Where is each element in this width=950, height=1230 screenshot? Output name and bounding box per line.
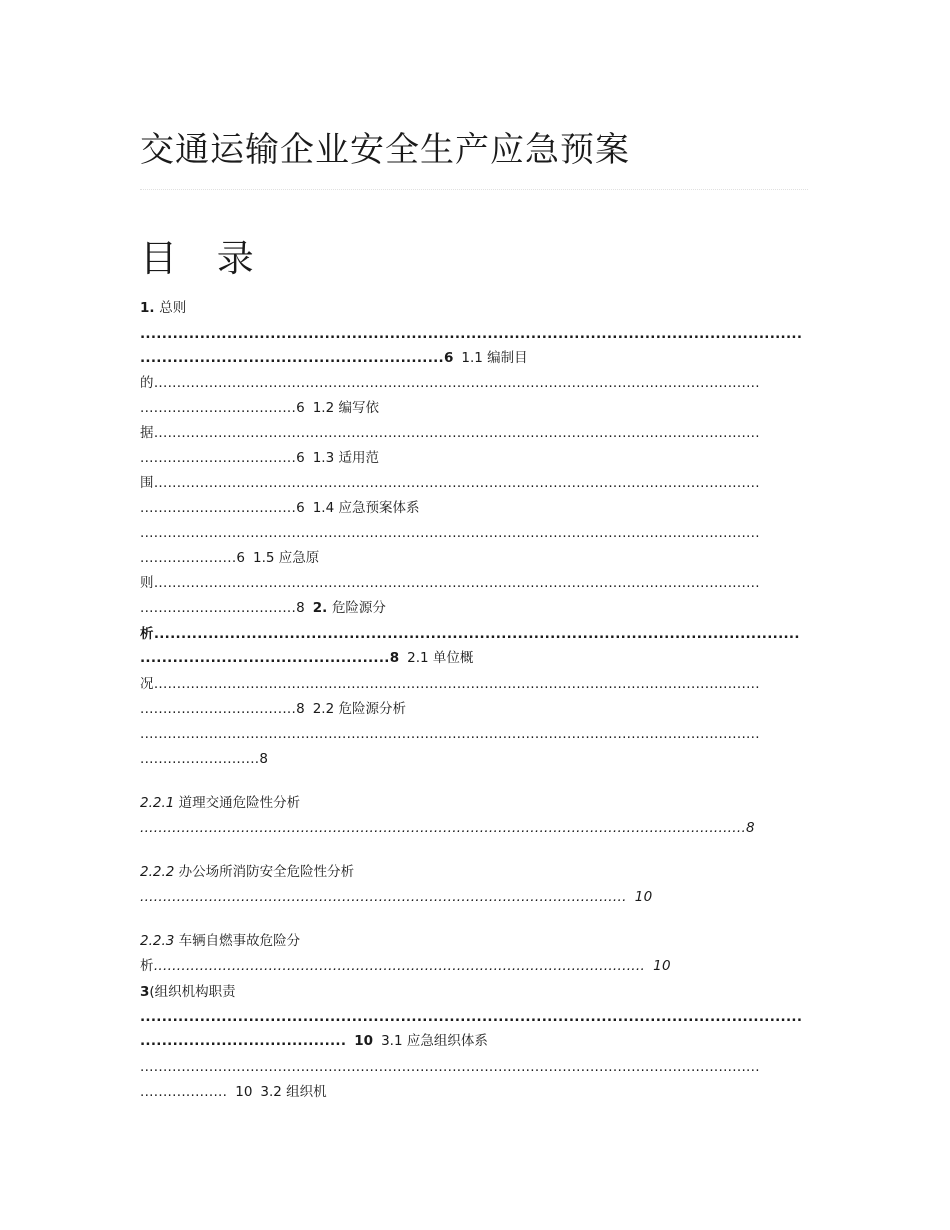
toc-entry-1-4[interactable]: 1.4 应急预案体系 — [312, 500, 420, 516]
toc-entry-1-2[interactable]: 1.2 编写依 — [312, 400, 379, 416]
toc-entry-1-3[interactable]: 1.3 适用范 — [312, 450, 379, 466]
toc-entry-1-2-leader: 据.................................................................................................................................... — [140, 425, 760, 441]
document-title: 交通运输企业安全生产应急预案 — [140, 130, 630, 170]
toc-entry-3-2[interactable]: 3.2 组织机 — [260, 1084, 327, 1100]
toc-entry-1-page-line: ........................................................6 1.1 编制目 — [140, 350, 528, 366]
toc-entry-3-1-page-line: ................... 10 3.2 组织机 — [140, 1084, 327, 1100]
toc-entry-number: 2. — [312, 600, 332, 616]
toc-entry-1-4-leader: ....................................................................................................................................... — [140, 525, 760, 541]
toc-entry-2-2-1[interactable] — [140, 792, 810, 814]
toc-entry-2-2-2-leader: .......................................................................................................... 10 — [140, 889, 653, 905]
toc-page-number: 10 — [235, 1084, 253, 1100]
toc-entry-2-page-line: ..............................................8 2.1 单位概 — [140, 650, 474, 666]
toc-heading: 目 录 — [140, 237, 268, 280]
toc-entry-number: 2.2.2 — [140, 864, 175, 880]
toc-page-number: 8 — [389, 650, 400, 666]
toc-entry-1-5-page-line: ..................................8 2. 危险源分 — [140, 600, 386, 616]
toc-entry-2-2-page-line: ..........................8 — [140, 751, 268, 767]
toc-entry-2-2-2[interactable] — [140, 861, 810, 883]
toc-entry-1-3-page-line: ..................................6 1.4 应急预案体系 — [140, 500, 420, 516]
toc-entry-2-leader: 析....................................................................................................................... — [140, 626, 800, 642]
toc-entry-3-page-line: ...................................... 10 3.1 应急组织体系 — [140, 1033, 488, 1049]
toc-page-number: 6 — [296, 500, 305, 516]
toc-entry-1-3-leader: 围.................................................................................................................................... — [140, 475, 760, 491]
toc-page-number: 6 — [296, 400, 305, 416]
toc-page-number: 8 — [746, 820, 755, 836]
toc-entry-3[interactable] — [140, 981, 810, 1003]
toc-entry-3-1-leader: ....................................................................................................................................... — [140, 1059, 760, 1075]
toc-page-number: 10 — [354, 1033, 374, 1049]
toc-entry-1-5-leader: 则.................................................................................................................................... — [140, 575, 760, 591]
toc-entry-1-1[interactable]: 1.1 编制目 — [461, 350, 528, 366]
toc-entry-label: 总则 — [159, 300, 187, 316]
toc-entry-2[interactable]: 危险源分 — [331, 600, 386, 616]
toc-entry-label: (组织机构职责 — [149, 984, 236, 1000]
toc-entry-1-2-page-line: ..................................6 1.3 适用范 — [140, 450, 379, 466]
toc-entry-1-5[interactable]: 1.5 应急原 — [253, 550, 320, 566]
title-divider — [140, 189, 808, 190]
toc-leader: .......................................................................................................................... — [140, 1009, 803, 1025]
toc-page-number: 10 — [653, 958, 671, 974]
toc-entry-2-1-leader: 况.................................................................................................................................... — [140, 676, 760, 692]
toc-page-number: 8 — [296, 600, 305, 616]
toc-entry-number: 1. — [140, 300, 160, 316]
toc-entry-2-2[interactable]: 2.2 危险源分析 — [312, 701, 406, 717]
toc-entry-number: 2.2.3 — [140, 933, 175, 949]
toc-entry-2-2-3[interactable] — [140, 930, 810, 952]
toc-entry-label: 道理交通危险性分析 — [174, 795, 301, 811]
toc-page-number: 8 — [296, 701, 305, 717]
toc-page-number: 6 — [236, 550, 246, 566]
toc-page-number: 6 — [296, 450, 305, 466]
toc-entry-1-1-page-line: ..................................6 1.2 编写依 — [140, 400, 379, 416]
toc-entry-number: 2.2.1 — [140, 795, 175, 811]
toc-entry-1-4-page-line: .....................6 1.5 应急原 — [140, 550, 320, 566]
toc-entry-1-1-leader: 的.................................................................................................................................... — [140, 375, 760, 391]
toc-entry-2-1[interactable]: 2.1 单位概 — [407, 650, 474, 666]
toc-entry-2-1-page-line: ..................................8 2.2 危险源分析 — [140, 701, 406, 717]
toc-entry-label: 办公场所消防安全危险性分析 — [174, 864, 355, 880]
toc-page-number: 6 — [444, 350, 454, 366]
toc-page-number: 10 — [634, 889, 653, 905]
toc-entry-3-1[interactable]: 3.1 应急组织体系 — [381, 1033, 488, 1049]
toc-entry-2-2-1-leader: ....................................................................................................................................8 — [140, 820, 755, 836]
toc-leader: .......................................................................................................................... — [140, 326, 803, 342]
toc-page-number: 8 — [259, 751, 268, 767]
toc-entry-2-2-leader: ....................................................................................................................................... — [140, 726, 760, 742]
toc-entry-number: 3 — [140, 984, 150, 1000]
toc-entry-label: 车辆自燃事故危险分 — [174, 933, 301, 949]
toc-entry-2-2-3-leader: 析........................................................................................................... 10 — [140, 958, 671, 974]
toc-entry-1[interactable] — [140, 297, 810, 319]
